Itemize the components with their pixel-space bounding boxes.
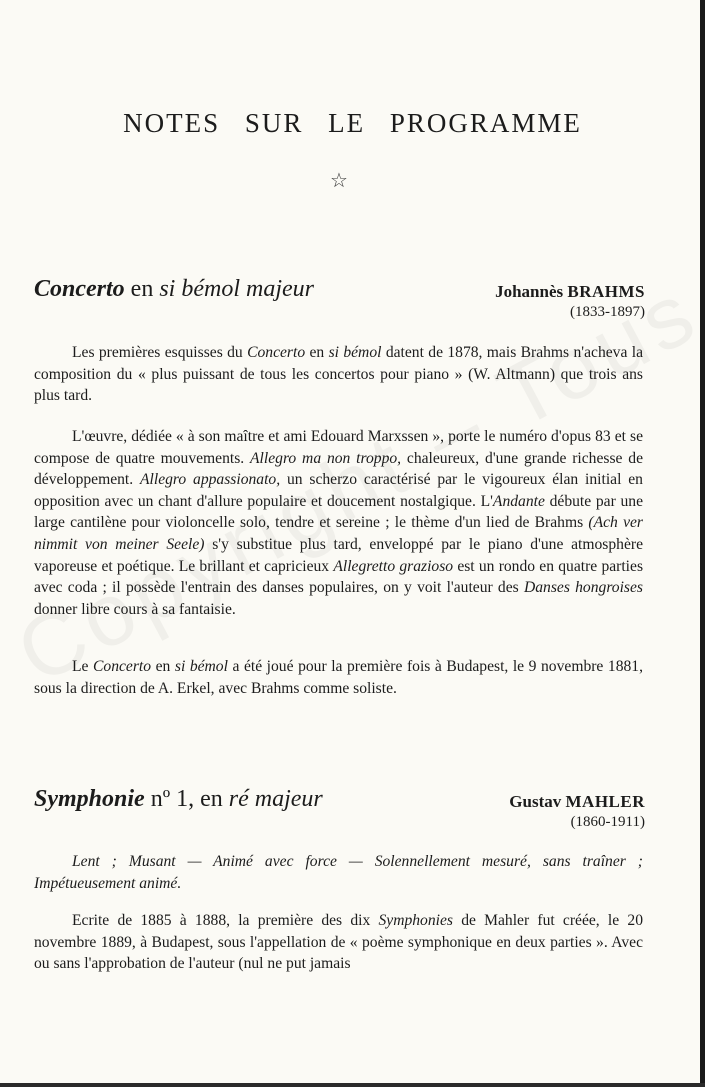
composer-first-name: Johannès <box>495 282 564 301</box>
work-title-rest: nº 1, en <box>144 786 229 812</box>
work-title-rest: en <box>124 276 160 302</box>
composer-name <box>509 792 645 812</box>
paragraph: Ecrite de 1885 à 1888, la première des dix Symphonies de Mahler fut créée, le 20 novembre 1889, à Budapest, sous l'appellation de « poème symphonique en deux parties ». Avec ou sans l'approbation de l'auteur (nul ne put jamais <box>34 912 643 973</box>
movement-list: Lent ; Musant — Animé avec force — Solennellement mesuré, sans traîner ; Impétueusement animé. <box>34 853 643 892</box>
work-title <box>34 786 323 813</box>
work-header-brahms <box>34 276 645 326</box>
work-header-mahler <box>34 786 645 836</box>
composer-dates: (1833-1897) <box>570 304 645 320</box>
paragraph: L'œuvre, dédiée « à son maître et ami Edouard Marxssen », porte le numéro d'opus 83 et se compose de quatre mouvements. Allegro ma non troppo, chaleureux, d'une grande richesse de développement. Allegro appassionato, un scherzo caractérisé par le vigoureux élan initial en opposition avec un chant d'allure populaire et doucement nostalgique. L'Andante débute par une large cantilène pour violoncelle solo, tendre et sereine ; le thème d'un lied de Brahms (Ach ver nimmit von meiner Seele) s'y substitue plus tard, enveloppé par le piano d'une atmosphère vaporeuse et poétique. Le brillant et capricieux Allegretto grazioso est un rondo en quatre parties avec coda ; il possède l'entrain des danses populaires, on y voit l'auteur des Danses hongroises donner libre cours à sa fantaisie. <box>34 428 644 618</box>
paragraph: Les premières esquisses du Concerto en si bémol datent de 1878, mais Brahms n'acheva la composition du « plus puissant de tous les concertos pour piano » (W. Altmann) que trois ans plus tard. <box>34 344 643 405</box>
composer-last-name: MAHLER <box>565 792 645 811</box>
page-edge-shadow <box>700 0 705 1087</box>
composer-dates: (1860-1911) <box>570 814 645 830</box>
work-title-main: Symphonie <box>34 786 145 812</box>
work-title-main: Concerto <box>34 276 125 302</box>
work-title-key: ré majeur <box>228 786 323 812</box>
composer-name <box>495 282 645 302</box>
work-title <box>34 276 314 303</box>
composer-last-name: BRAHMS <box>567 282 645 301</box>
paragraph: Le Concerto en si bémol a été joué pour la première fois à Budapest, le 9 novembre 1881, sous la direction de A. Erkel, avec Brahms comme soliste. <box>34 658 643 697</box>
composer-first-name: Gustav <box>509 792 562 811</box>
work-title-key: si bémol majeur <box>159 276 314 302</box>
page-title: NOTES SUR LE PROGRAMME <box>123 108 582 138</box>
star-ornament-icon: ☆ <box>330 170 348 192</box>
page-edge-shadow <box>0 1083 705 1087</box>
